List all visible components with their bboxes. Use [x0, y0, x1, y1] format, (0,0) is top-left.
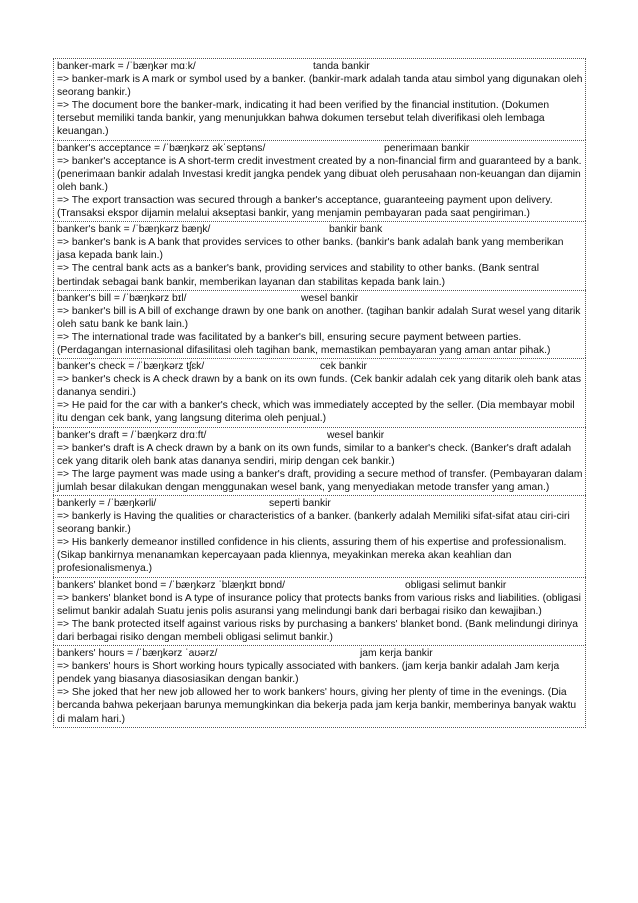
entry-header [57, 647, 583, 660]
entry-translation: wesel bankir [327, 429, 385, 441]
entry-header [57, 497, 583, 510]
entry-header [57, 429, 583, 442]
entry-header [57, 579, 583, 592]
glossary-entry [53, 58, 586, 140]
entry-definition: => bankers' hours is Short working hours typically associated with bankers. (jam kerja bankir adalah Jam kerja pendek yang biasanya diasosiasikan dengan bankir.) [57, 661, 560, 686]
entry-definition: => banker-mark is A mark or symbol used by a banker. (bankir-mark adalah tanda atau simbol yang digunakan oleh seorang bankir.) [57, 74, 583, 99]
entry-header [57, 292, 583, 305]
glossary-entry [53, 427, 586, 495]
entry-term: banker's bill = /ˈbæŋkərz bɪl/ [57, 292, 187, 304]
entry-definition: => banker's draft is A check drawn by a bank on its own funds, similar to a banker's check. (Banker's draft adalah cek yang ditarik oleh bank atas dananya sendiri, mirip dengan cek bankir.) [57, 442, 572, 467]
entry-definition: => banker's bill is A bill of exchange drawn by one bank on another. (tagihan bankir adalah Surat wesel yang ditarik oleh satu bank ke bank lain.) [57, 305, 581, 330]
entry-header [57, 60, 583, 73]
entry-translation: penerimaan bankir [384, 142, 470, 154]
entry-example: => The export transaction was secured through a banker's acceptance, guaranteeing payment upon delivery. (Transaksi ekspor dijamin melalui akseptasi bankir, yang menjamin pembayaran pada saat pengiriman.) [57, 194, 553, 220]
entry-term: banker's bank = /ˈbæŋkərz bæŋk/ [57, 224, 211, 236]
entry-translation: bankir bank [329, 224, 383, 236]
glossary-entry [53, 140, 586, 222]
entry-header [57, 142, 583, 155]
entry-translation: seperti bankir [269, 498, 331, 509]
entry-header [57, 360, 583, 373]
entry-header [57, 223, 583, 236]
entry-definition: => banker's acceptance is A short-term credit investment created by a non-financial firm and guaranteed by a bank. (penerimaan bankir adalah Investasi kredit jangka pendek yang dibuat oleh perusahaan non-keuangan dan dijamin oleh bank.) [57, 155, 582, 193]
entry-example: => The international trade was facilitated by a banker's bill, ensuring secure payment between parties. (Perdagangan internasional difasilitasi oleh tagihan bank, memastikan pembayaran yang aman antar pihak.) [57, 331, 551, 356]
entry-term: banker's acceptance = /ˈbæŋkərz əkˈseptəns/ [57, 142, 266, 154]
entry-definition: => bankers' blanket bond is A type of insurance policy that protects banks from various risks and liabilities. (obligasi selimut bankir adalah Suatu jenis polis asuransi yang melindungi bank dari berbagai risiko dan kewajiban.) [57, 592, 581, 617]
glossary-entry [53, 290, 586, 358]
entry-example: => The central bank acts as a banker's bank, providing services and stability to other banks. (Bank sentral bertindak sebagai bank bankir, memberikan layanan dan stabilitas kepada bank lain.) [57, 263, 539, 288]
glossary-entry [53, 645, 586, 728]
entry-definition: => bankerly is Having the qualities or characteristics of a banker. (bankerly adalah Memiliki sifat-sifat atau ciri-ciri seorang bankir.) [57, 511, 570, 536]
entry-definition: => banker's check is A check drawn by a bank on its own funds. (Cek bankir adalah cek yang ditarik oleh bank atas dananya sendiri.) [57, 374, 581, 399]
entry-translation: tanda bankir [313, 61, 370, 72]
entry-example: => The bank protected itself against various risks by purchasing a bankers' blanket bond. (Bank melindungi dirinya dari berbagai risiko dengan membeli obligasi selimut bankir.) [57, 618, 578, 643]
entry-example: => His bankerly demeanor instilled confidence in his clients, assuring them of his expertise and professionalism. (Sikap bankirnya menanamkan kepercayaan pada kliennya, meyakinkan mereka akan keahlian dan profesionalismenya.) [57, 537, 567, 575]
entry-translation: wesel bankir [301, 292, 359, 304]
entry-term: bankers' hours = /ˈbæŋkərz ˈaʊərz/ [57, 648, 218, 660]
glossary-entry [53, 495, 586, 577]
entry-term: banker's check = /ˈbæŋkərz tʃɛk/ [57, 361, 205, 373]
entry-example: => The large payment was made using a banker's draft, providing a secure method of transfer. (Pembayaran dalam jumlah besar dilakukan dengan menggunakan wesel bank, yang menyediakan metode transfer yang aman.) [57, 468, 583, 493]
glossary-entry [53, 358, 586, 426]
entry-translation: jam kerja bankir [360, 648, 433, 660]
entry-definition: => banker's bank is A bank that provides services to other banks. (bankir's bank adalah bank yang memberikan jasa kepada bank lain.) [57, 237, 564, 262]
entry-example: => She joked that her new job allowed her to work bankers' hours, giving her plenty of time in the evenings. (Dia bercanda bahwa pekerjaan barunya memungkinkan dia bekerja pada jam kerja bankir, memberinya banyak waktu di malam hari.) [57, 687, 577, 725]
glossary-entry [53, 577, 586, 645]
entry-example: => The document bore the banker-mark, indicating it had been verified by the financial institution. (Dokumen tersebut memiliki tanda bankir, yang menunjukkan bahwa dokumen tersebut telah diverifikasi oleh lembaga keuangan.) [57, 100, 550, 138]
glossary-entry [53, 221, 586, 289]
entry-translation: cek bankir [320, 361, 367, 373]
glossary-document [53, 58, 586, 728]
entry-term: banker-mark = /ˈbæŋkər mɑːk/ [57, 61, 196, 72]
entry-term: bankers' blanket bond = /ˈbæŋkərz ˈblæŋkɪt bɒnd/ [57, 579, 286, 591]
entry-term: bankerly = /ˈbæŋkərli/ [57, 498, 157, 509]
entry-term: banker's draft = /ˈbæŋkərz drɑːft/ [57, 429, 207, 441]
entry-translation: obligasi selimut bankir [405, 579, 507, 591]
entry-example: => He paid for the car with a banker's check, which was immediately accepted by the seller. (Dia membayar mobil itu dengan cek bank, yang langsung diterima oleh penjual.) [57, 400, 575, 425]
